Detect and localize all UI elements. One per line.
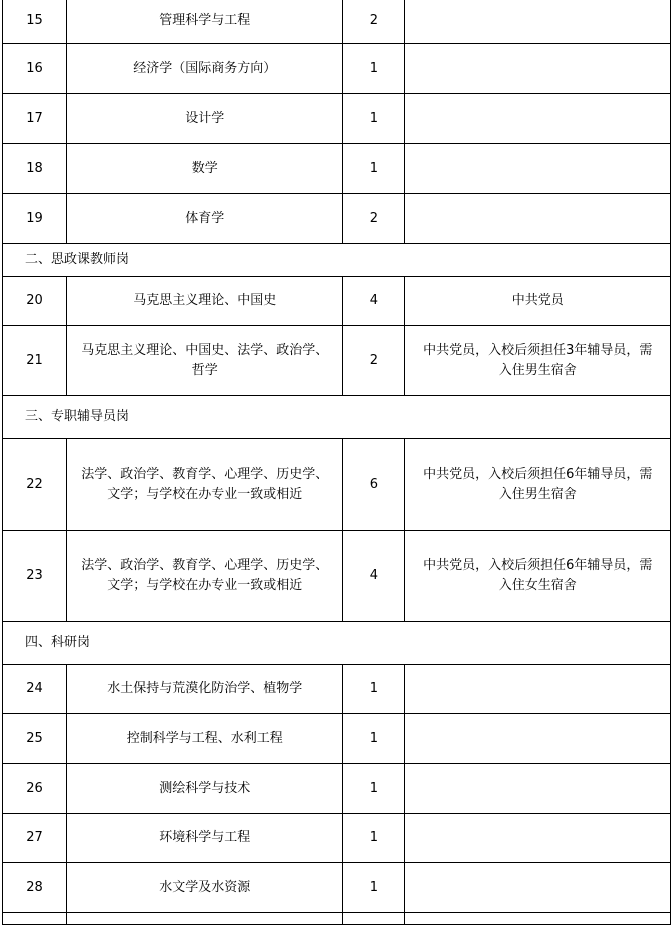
major-cell: 马克思主义理论、中国史、法学、政治学、哲学	[66, 326, 343, 396]
major-cell: 法学、政治学、教育学、心理学、历史学、文学；与学校在办专业一致或相近	[66, 439, 343, 531]
requirement-cell: 中共党员，入校后须担任3年辅导员，需入住男生宿舍	[405, 326, 671, 396]
row-number-cell: 23	[3, 531, 67, 622]
requirement-cell	[405, 665, 671, 714]
row-number-cell: 18	[3, 144, 67, 194]
requirement-cell	[405, 144, 671, 194]
requirement-cell	[405, 814, 671, 863]
headcount-cell: 1	[343, 44, 405, 94]
recruitment-table	[2, 0, 671, 925]
row-number-cell: 16	[3, 44, 67, 94]
major-cell: 管理科学与工程	[66, 0, 343, 44]
row-number-cell: 15	[3, 0, 67, 44]
row-number-cell: 27	[3, 814, 67, 863]
requirement-cell	[405, 764, 671, 814]
recruitment-table-body	[3, 0, 671, 925]
table-row	[3, 913, 671, 925]
requirement-cell: 中共党员，入校后须担任6年辅导员，需入住男生宿舍	[405, 439, 671, 531]
table-row	[3, 194, 671, 244]
major-cell	[66, 913, 343, 925]
major-cell: 设计学	[66, 94, 343, 144]
requirement-cell: 中共党员，入校后须担任6年辅导员，需入住女生宿舍	[405, 531, 671, 622]
headcount-cell: 4	[343, 531, 405, 622]
requirement-cell	[405, 194, 671, 244]
headcount-cell: 1	[343, 94, 405, 144]
requirement-cell: 中共党员	[405, 277, 671, 326]
requirement-cell	[405, 94, 671, 144]
table-row	[3, 277, 671, 326]
major-cell: 水土保持与荒漠化防治学、植物学	[66, 665, 343, 714]
headcount-cell: 1	[343, 764, 405, 814]
major-cell: 环境科学与工程	[66, 814, 343, 863]
table-row	[3, 44, 671, 94]
headcount-cell: 1	[343, 665, 405, 714]
major-cell: 马克思主义理论、中国史	[66, 277, 343, 326]
row-number-cell	[3, 913, 67, 925]
table-row	[3, 326, 671, 396]
headcount-cell: 2	[343, 0, 405, 44]
row-number-cell: 26	[3, 764, 67, 814]
major-cell: 控制科学与工程、水利工程	[66, 714, 343, 764]
table-row	[3, 764, 671, 814]
table-row	[3, 144, 671, 194]
table-row	[3, 439, 671, 531]
section-title: 二、思政课教师岗	[3, 244, 671, 277]
table-row	[3, 531, 671, 622]
row-number-cell: 17	[3, 94, 67, 144]
requirement-cell	[405, 913, 671, 925]
headcount-cell: 1	[343, 714, 405, 764]
row-number-cell: 21	[3, 326, 67, 396]
section-header-row	[3, 622, 671, 665]
row-number-cell: 28	[3, 863, 67, 913]
table-row	[3, 94, 671, 144]
section-title: 三、专职辅导员岗	[3, 396, 671, 439]
requirement-cell	[405, 863, 671, 913]
section-header-row	[3, 244, 671, 277]
headcount-cell: 4	[343, 277, 405, 326]
table-row	[3, 714, 671, 764]
row-number-cell: 25	[3, 714, 67, 764]
major-cell: 法学、政治学、教育学、心理学、历史学、文学；与学校在办专业一致或相近	[66, 531, 343, 622]
requirement-cell	[405, 714, 671, 764]
headcount-cell	[343, 913, 405, 925]
requirement-cell	[405, 44, 671, 94]
requirement-cell	[405, 0, 671, 44]
section-title: 四、科研岗	[3, 622, 671, 665]
major-cell: 经济学（国际商务方向）	[66, 44, 343, 94]
headcount-cell: 6	[343, 439, 405, 531]
headcount-cell: 1	[343, 814, 405, 863]
table-row	[3, 665, 671, 714]
major-cell: 体育学	[66, 194, 343, 244]
row-number-cell: 20	[3, 277, 67, 326]
table-row	[3, 814, 671, 863]
section-header-row	[3, 396, 671, 439]
row-number-cell: 24	[3, 665, 67, 714]
headcount-cell: 2	[343, 326, 405, 396]
major-cell: 数学	[66, 144, 343, 194]
table-row	[3, 0, 671, 44]
table-row	[3, 863, 671, 913]
headcount-cell: 2	[343, 194, 405, 244]
row-number-cell: 22	[3, 439, 67, 531]
row-number-cell: 19	[3, 194, 67, 244]
headcount-cell: 1	[343, 144, 405, 194]
major-cell: 测绘科学与技术	[66, 764, 343, 814]
headcount-cell: 1	[343, 863, 405, 913]
major-cell: 水文学及水资源	[66, 863, 343, 913]
